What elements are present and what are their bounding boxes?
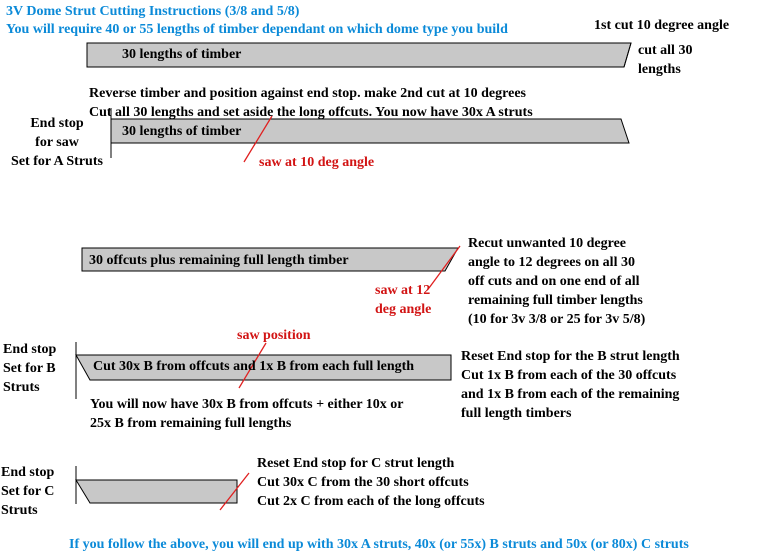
bar-1-label: 30 lengths of timber [122,47,242,62]
end-stop-a-label: End stop for saw Set for A Struts [11,116,103,169]
timber-bar-5 [76,480,237,503]
reset-b-note: Reset End stop for the B strut length Cut 1x B from each of the 30 offcuts and 1x B from each of the remaining full length timbers [461,349,680,421]
end-stop-b-label: End stop Set for B Struts [3,342,57,395]
page-subtitle: You will require 40 or 55 lengths of timber dependant on which dome type you build [6,22,508,37]
cut-all-note: cut all 30 lengths [638,43,693,77]
saw-position-label: saw position [237,328,311,343]
saw-12deg-label: saw at 12 deg angle [375,283,432,317]
bar-4-label: Cut 30x B from offcuts and 1x B from each full length [93,359,415,374]
recut-note: Recut unwanted 10 degree angle to 12 degrees on all 30 off cuts and on one end of all remaining full timber lengths (10 for 3v 3/8 or 25 for 3v 5/8) [468,236,646,327]
page-title: 3V Dome Strut Cutting Instructions (3/8 and 5/8) [6,4,300,19]
b-strut-result-note: You will now have 30x B from offcuts + either 10x or 25x B from remaining full lengths [90,397,404,431]
first-cut-angle-label: 1st cut 10 degree angle [594,18,730,33]
reset-c-note: Reset End stop for C strut length Cut 30x C from the 30 short offcuts Cut 2x C from each of the long offcuts [257,456,485,509]
step2-instruction-line2: Cut all 30 lengths and set aside the long offcuts. You now have 30x A struts [89,105,533,120]
bar-2-label: 30 lengths of timber [122,124,242,139]
bar-3-label: 30 offcuts plus remaining full length timber [89,253,349,268]
summary-footer: If you follow the above, you will end up with 30x A struts, 40x (or 55x) B struts and 50x (or 80x) C struts [69,537,689,552]
saw-10deg-label: saw at 10 deg angle [259,155,375,170]
step2-instruction-line1: Reverse timber and position against end stop. make 2nd cut at 10 degrees [89,86,526,101]
end-stop-c-label: End stop Set for C Struts [1,465,55,518]
